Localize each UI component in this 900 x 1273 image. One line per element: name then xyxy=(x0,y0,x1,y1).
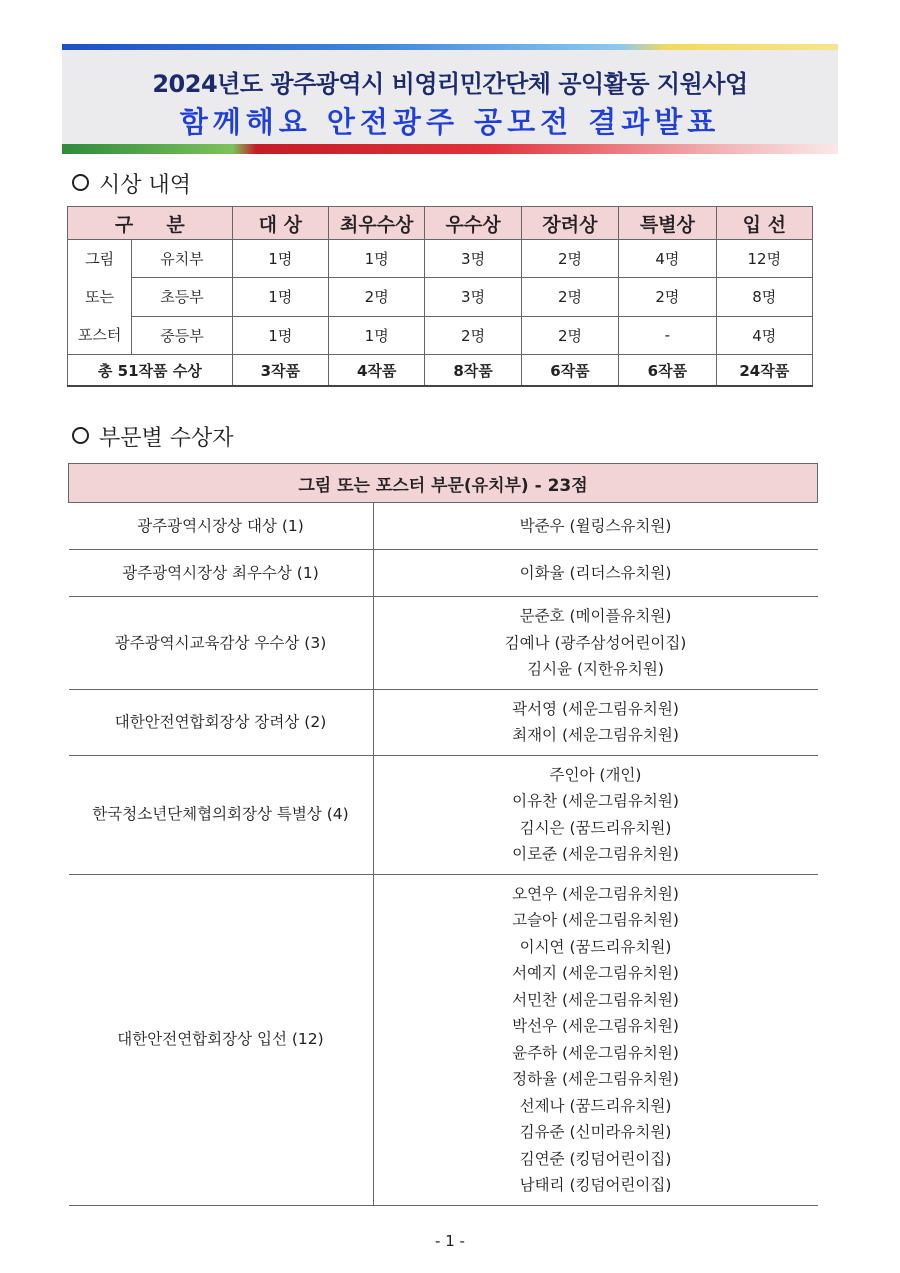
winner-name: 김연준 (킹덤어린이집) xyxy=(519,1149,672,1168)
header-bottom-bar xyxy=(62,144,838,154)
header-cell: 특별상 xyxy=(619,207,716,240)
count-cell: - xyxy=(619,316,716,354)
winner-name: 김예나 (광주삼성어린이집) xyxy=(504,633,687,652)
winner-name: 곽서영 (세운그림유치원) xyxy=(512,699,679,718)
winner-names-cell xyxy=(373,755,818,874)
group-label-line: 또는 xyxy=(85,288,115,306)
count-cell: 1명 xyxy=(232,278,328,316)
winner-name: 오연우 (세운그림유치원) xyxy=(512,884,679,903)
table-row xyxy=(69,550,818,597)
header-title-box xyxy=(62,50,838,144)
total-cell: 8작품 xyxy=(425,355,521,387)
award-cell: 한국청소년단체협의회장상 특별상 (4) xyxy=(69,755,374,874)
division-cell: 초등부 xyxy=(132,278,232,316)
winner-name: 이유찬 (세운그림유치원) xyxy=(512,792,679,810)
total-cell: 24작품 xyxy=(716,355,812,387)
winner-names-cell xyxy=(373,597,818,690)
header-cell: 입 선 xyxy=(716,207,812,240)
winner-name: 윤주하 (세운그림유치원) xyxy=(512,1043,679,1062)
total-row xyxy=(68,355,813,387)
count-cell: 3명 xyxy=(425,240,521,278)
total-cell: 4작품 xyxy=(329,355,425,387)
winner-name: 이화율 (리더스유치원) xyxy=(519,563,672,582)
winner-name: 이시연 (꿈드리유치원) xyxy=(519,937,672,956)
winner-name: 정하율 (세운그림유치원) xyxy=(512,1070,679,1088)
winner-names-cell xyxy=(373,550,818,597)
winner-name: 고슬아 (세운그림유치원) xyxy=(512,911,679,929)
count-cell: 2명 xyxy=(521,316,618,354)
table-header-row xyxy=(69,464,818,503)
document-title: 2024년도 광주광역시 비영리민간단체 공익활동 지원사업 xyxy=(152,70,748,98)
page-number: - 1 - xyxy=(435,1232,465,1250)
table-row xyxy=(69,874,818,1205)
count-cell: 2명 xyxy=(425,316,521,354)
count-cell: 8명 xyxy=(716,278,812,316)
winner-name: 주인아 (개인) xyxy=(549,765,642,784)
header-cell: 최우수상 xyxy=(329,207,425,240)
winner-name: 이로준 (세운그림유치원) xyxy=(512,845,679,863)
circle-bullet-icon xyxy=(72,427,89,444)
header-cell: 구 분 xyxy=(68,207,233,240)
count-cell: 3명 xyxy=(425,278,521,316)
winner-names-cell xyxy=(373,874,818,1205)
total-cell: 6작품 xyxy=(619,355,716,387)
count-cell: 1명 xyxy=(232,240,328,278)
count-cell: 1명 xyxy=(232,316,328,354)
winner-name: 서예지 (세운그림유치원) xyxy=(512,964,679,982)
section-heading-awards-summary xyxy=(72,168,191,199)
winner-name: 박선우 (세운그림유치원) xyxy=(512,1017,679,1035)
circle-bullet-icon xyxy=(72,174,89,191)
section-title: 시상 내역 xyxy=(99,173,192,198)
document-subtitle: 함께해요 안전광주 공모전 결과발표 xyxy=(179,105,721,139)
awards-summary-table xyxy=(67,206,813,387)
count-cell: 2명 xyxy=(329,278,425,316)
group-label-cell xyxy=(68,240,132,355)
header-cell: 장려상 xyxy=(521,207,618,240)
table-row xyxy=(69,597,818,690)
winner-name: 서민찬 (세운그림유치원) xyxy=(512,990,679,1009)
count-cell: 1명 xyxy=(329,316,425,354)
count-cell: 12명 xyxy=(716,240,812,278)
total-cell: 3작품 xyxy=(232,355,328,387)
winner-name: 박준우 (윌링스유치원) xyxy=(519,516,672,535)
document-header xyxy=(62,44,838,155)
table-row xyxy=(69,689,818,755)
table-header-row xyxy=(68,207,813,240)
group-label-line: 포스터 xyxy=(77,326,122,344)
section-heading-winners xyxy=(72,421,234,452)
award-cell: 광주광역시장상 대상 (1) xyxy=(69,503,374,550)
winner-name: 김시은 (꿈드리유치원) xyxy=(519,818,672,837)
award-cell: 대한안전연합회장상 장려상 (2) xyxy=(69,689,374,755)
table-row xyxy=(68,278,813,316)
table-row xyxy=(69,503,818,550)
winner-name: 김시윤 (지한유치원) xyxy=(527,660,664,678)
count-cell: 1명 xyxy=(329,240,425,278)
count-cell: 2명 xyxy=(619,278,716,316)
count-cell: 2명 xyxy=(521,278,618,316)
table-row xyxy=(68,316,813,354)
header-cell: 우수상 xyxy=(425,207,521,240)
group-label-line: 그림 xyxy=(85,250,115,268)
award-cell: 대한안전연합회장상 입선 (12) xyxy=(69,874,374,1205)
winners-heading: 그림 또는 포스터 부문(유치부) - 23점 xyxy=(69,464,818,503)
count-cell: 4명 xyxy=(716,316,812,354)
award-cell: 광주광역시교육감상 우수상 (3) xyxy=(69,597,374,690)
winner-name: 남태리 (킹덤어린이집) xyxy=(519,1176,672,1194)
award-cell: 광주광역시장상 최우수상 (1) xyxy=(69,550,374,597)
count-cell: 4명 xyxy=(619,240,716,278)
winner-name: 김유준 (신미라유치원) xyxy=(519,1123,672,1141)
table-row xyxy=(68,240,813,278)
header-cell: 대 상 xyxy=(232,207,328,240)
winners-table xyxy=(68,463,818,1206)
winner-names-cell xyxy=(373,503,818,550)
winner-name: 문준호 (메이플유치원) xyxy=(519,607,672,625)
table-row xyxy=(69,755,818,874)
total-label-cell: 총 51작품 수상 xyxy=(68,355,233,387)
total-cell: 6작품 xyxy=(521,355,618,387)
division-cell: 유치부 xyxy=(132,240,232,278)
division-cell: 중등부 xyxy=(132,316,232,354)
count-cell: 2명 xyxy=(521,240,618,278)
winner-name: 선제나 (꿈드리유치원) xyxy=(519,1096,672,1115)
winner-name: 최재이 (세운그림유치원) xyxy=(512,726,679,744)
section-title: 부문별 수상자 xyxy=(99,426,234,451)
winner-names-cell xyxy=(373,689,818,755)
